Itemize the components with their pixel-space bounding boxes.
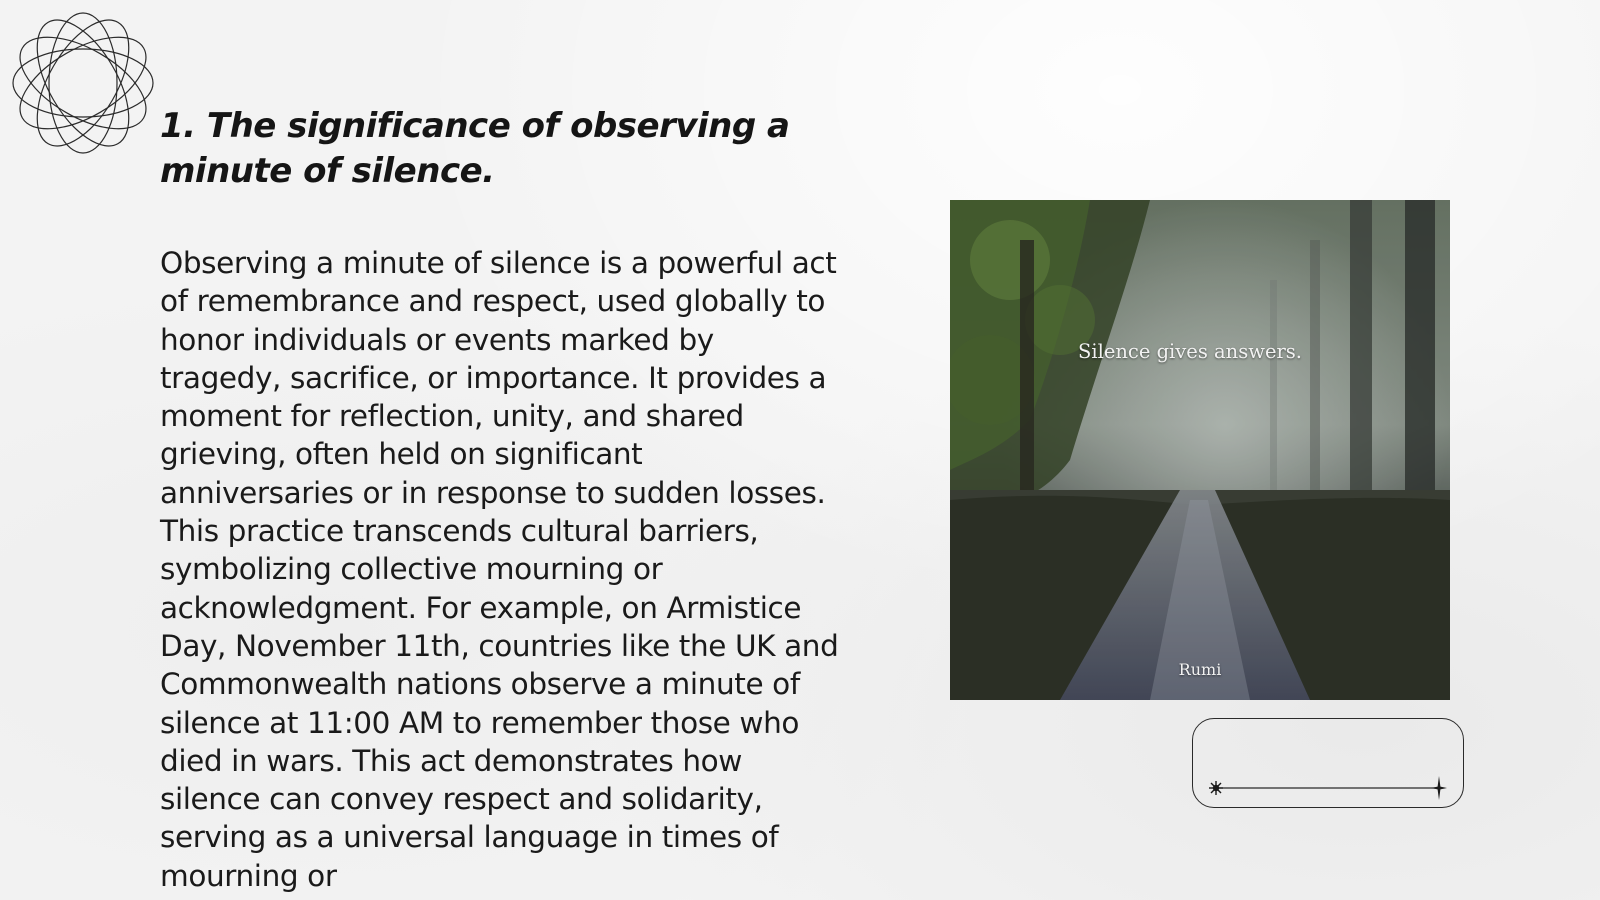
body-paragraph: Observing a minute of silence is a powerful act of remembrance and respect, used globally to honor individuals or events marked by tragedy, sacrifice, or importance. It provides a moment for reflection, unity, and shared grieving, often held on significant anniversaries or in response to sudden losses. This practice transcends cultural barriers, symbolizing collective mourning or acknowledgment. For example, on Armistice Day, November 11th, countries like the UK and Commonwealth nations observe a minute of silence at 11:00 AM to remember those who died in wars. This act demonstrates how silence can convey respect and solidarity, serving as a universal language in times of mourning or — [160, 246, 839, 893]
slide-title: 1. The significance of observing a minute of silence. — [160, 106, 790, 191]
starburst-icon[interactable] — [1209, 781, 1223, 795]
quote-author: Rumi — [1178, 660, 1222, 679]
sparkle-icon[interactable] — [1431, 776, 1447, 800]
navigation-widget[interactable] — [1192, 718, 1464, 808]
quote-text: Silence gives answers. — [1077, 340, 1303, 363]
quote-image — [950, 200, 1450, 700]
orbital-rings-icon — [10, 10, 156, 156]
